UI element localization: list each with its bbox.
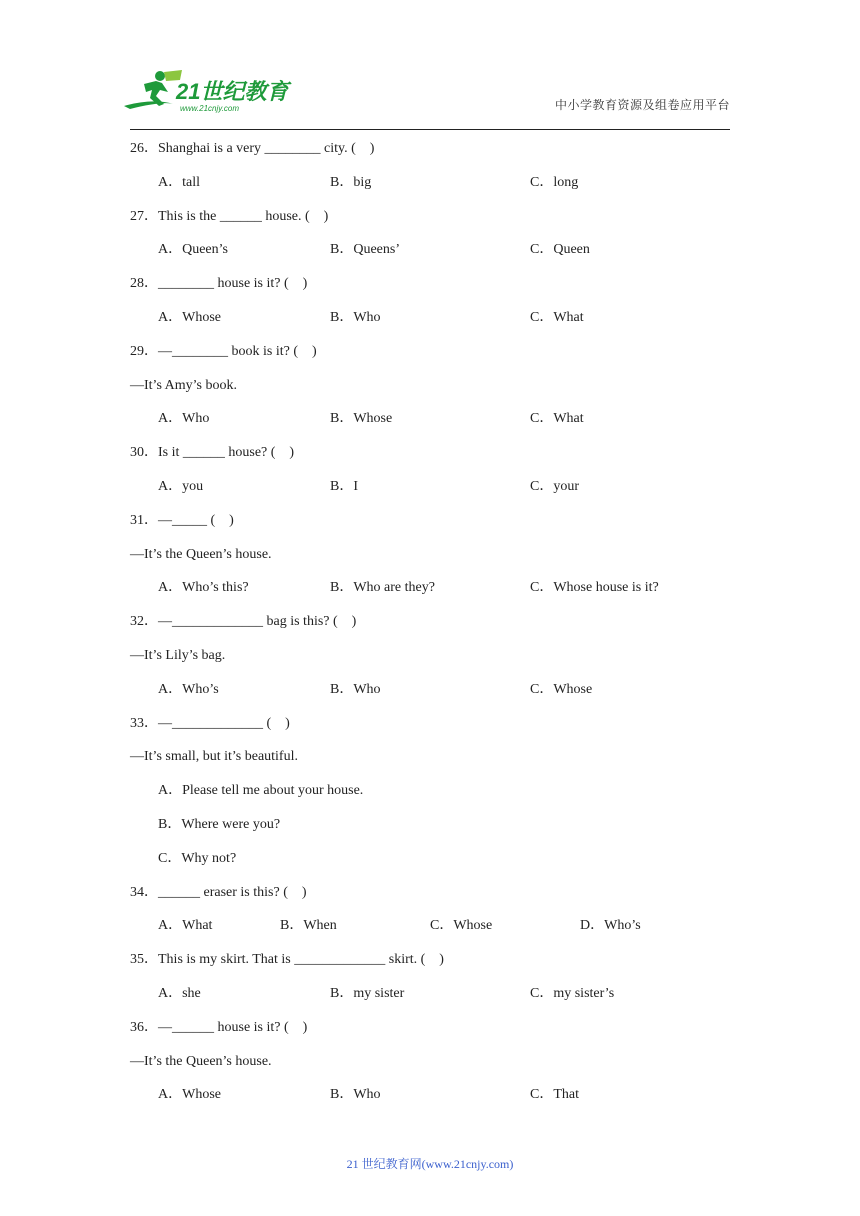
header-rule xyxy=(130,129,730,130)
question-reply: —It’s Amy’s book. xyxy=(130,377,237,393)
answer-option[interactable]: C．my sister’s xyxy=(530,986,615,1001)
answer-option[interactable]: C．Whose xyxy=(530,681,593,697)
answer-option[interactable]: A．tall xyxy=(158,174,200,190)
logo-url: www.21cnjy.com xyxy=(180,104,239,113)
answer-option[interactable]: A．you xyxy=(158,479,204,494)
answer-option[interactable]: B．Whose xyxy=(330,411,393,427)
answer-option[interactable]: B．Who xyxy=(330,310,381,325)
answer-option[interactable]: A．Whose xyxy=(158,310,221,325)
question-stem: 30．Is it ______ house? ( ) xyxy=(130,445,295,461)
question-stem: 34．______ eraser is this? ( ) xyxy=(130,884,307,900)
question-stem: 32．—_____________ bag is this? ( ) xyxy=(130,614,357,630)
page-header xyxy=(0,0,860,132)
site-logo xyxy=(122,68,292,114)
answer-option[interactable]: B．my sister xyxy=(330,986,405,1001)
question-reply: —It’s the Queen’s house. xyxy=(130,1053,272,1069)
question-stem: 27．This is the ______ house. ( ) xyxy=(130,208,329,224)
answer-option[interactable]: B．I xyxy=(330,479,358,494)
question-stem: 35．This is my skirt. That is _____________ skirt. ( ) xyxy=(130,952,444,968)
answer-option[interactable]: A．Whose xyxy=(158,1087,221,1103)
question-stem: 33．—_____________ ( ) xyxy=(130,715,290,731)
answer-option[interactable]: B．Where were you? xyxy=(158,817,281,832)
answer-option[interactable]: A．she xyxy=(158,986,201,1001)
answer-option[interactable]: C．Whose house is it? xyxy=(530,580,659,596)
answer-option[interactable]: A．Who’s xyxy=(158,681,219,697)
answer-option[interactable]: A．Queen’s xyxy=(158,242,228,258)
answer-option[interactable]: B．Queens’ xyxy=(330,242,400,258)
answer-option[interactable]: B．big xyxy=(330,174,372,190)
question-reply: —It’s small, but it’s beautiful. xyxy=(130,749,298,765)
answer-option[interactable]: C．Queen xyxy=(530,242,590,258)
answer-option[interactable]: B．Who xyxy=(330,1087,381,1103)
answer-option[interactable]: D．Who’s xyxy=(580,918,641,934)
question-stem: 31．—_____ ( ) xyxy=(130,512,234,528)
answer-option[interactable]: C．What xyxy=(530,310,584,325)
answer-option[interactable]: C．What xyxy=(530,411,584,427)
answer-option[interactable]: A．Who’s this? xyxy=(158,580,249,596)
question-stem: 26．Shanghai is a very ________ city. ( ) xyxy=(130,141,375,156)
footer-link[interactable]: 21 世纪教育网(www.21cnjy.com) xyxy=(346,1157,514,1171)
logo-text: 21世纪教育 xyxy=(176,79,289,104)
answer-option[interactable]: A．What xyxy=(158,918,213,934)
answer-option[interactable]: B．When xyxy=(280,918,337,934)
answer-option[interactable]: C．That xyxy=(530,1087,579,1103)
answer-option[interactable]: B．Who xyxy=(330,681,381,697)
answer-option[interactable]: C．Why not? xyxy=(158,850,237,866)
header-slogan: 中小学教育资源及组卷应用平台 xyxy=(554,98,730,112)
answer-option[interactable]: C．your xyxy=(530,479,579,494)
question-reply: —It’s Lily’s bag. xyxy=(130,648,226,663)
question-stem: 28．________ house is it? ( ) xyxy=(130,276,308,292)
answer-option[interactable]: B．Who are they? xyxy=(330,580,435,596)
answer-option[interactable]: A．Who xyxy=(158,411,210,427)
question-reply: —It’s the Queen’s house. xyxy=(130,546,272,562)
runner-logo-icon xyxy=(122,68,292,114)
question-stem: 36．—______ house is it? ( ) xyxy=(130,1019,308,1035)
answer-option[interactable]: C．long xyxy=(530,174,579,190)
answer-option[interactable]: C．Whose xyxy=(430,918,493,934)
answer-option[interactable]: A．Please tell me about your house. xyxy=(158,783,364,799)
question-stem: 29．—________ book is it? ( ) xyxy=(130,343,317,359)
